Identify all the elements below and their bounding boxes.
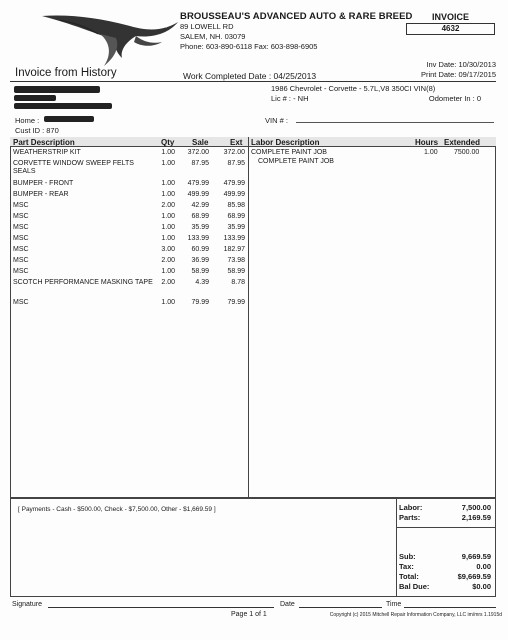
shop-city: SALEM, NH. 03079 <box>180 32 246 41</box>
labor-hours: 1.00 <box>424 149 438 156</box>
part-sale: 499.99 <box>187 191 209 198</box>
part-ext: 182.97 <box>223 246 245 253</box>
part-sale: 35.99 <box>191 224 209 231</box>
print-date: Print Date: 09/17/2015 <box>420 70 496 79</box>
subtotal-label: Sub: <box>399 552 416 561</box>
date-label: Date <box>280 601 295 608</box>
parts-total-label: Parts: <box>399 513 421 522</box>
part-ext: 35.99 <box>227 224 245 231</box>
invoice-number: 4632 <box>406 23 495 35</box>
part-sale: 42.99 <box>191 202 209 209</box>
balance-due-label: Bal Due: <box>399 582 430 591</box>
shop-address: 89 LOWELL RD <box>180 22 234 31</box>
col-ext: Ext <box>230 138 243 147</box>
part-description: MSC <box>13 268 29 275</box>
part-description: SCOTCH PERFORMANCE MASKING TAPE <box>13 279 153 286</box>
redacted-customer-name <box>14 86 100 93</box>
part-qty: 1.00 <box>161 180 175 187</box>
totals-divider <box>396 527 496 528</box>
dragon-logo <box>40 12 180 70</box>
part-ext: 79.99 <box>227 299 245 306</box>
tax: 0.00 <box>476 562 491 571</box>
part-qty: 1.00 <box>161 235 175 242</box>
part-qty: 1.00 <box>161 160 175 167</box>
odometer-in: Odometer In : 0 <box>428 94 481 103</box>
part-qty: 2.00 <box>161 202 175 209</box>
payments-summary: [ Payments - Cash - $500.00, Check - $7,500.00, Other - $1,669.59 ] <box>18 506 216 513</box>
date-line[interactable] <box>299 607 382 608</box>
invoice-label: INVOICE <box>432 12 470 22</box>
part-sale: 36.99 <box>191 257 209 264</box>
page-title: Invoice from History <box>15 67 117 79</box>
part-qty: 1.00 <box>161 268 175 275</box>
part-ext: 479.99 <box>223 180 245 187</box>
col-qty: Qty <box>161 138 175 147</box>
home-phone-label: Home : <box>15 116 40 125</box>
part-sale: 479.99 <box>187 180 209 187</box>
part-qty: 1.00 <box>161 213 175 220</box>
part-ext: 58.99 <box>227 268 245 275</box>
col-labor-description: Labor Description <box>251 138 320 147</box>
part-description: MSC <box>13 213 29 220</box>
time-line[interactable] <box>404 607 496 608</box>
part-qty: 1.00 <box>161 299 175 306</box>
signature-line[interactable] <box>48 607 274 608</box>
part-ext: 73.98 <box>227 257 245 264</box>
part-ext: 85.98 <box>227 202 245 209</box>
part-sale: 87.95 <box>191 160 209 167</box>
part-description: WEATHERSTRIP KIT <box>13 149 81 156</box>
part-description: BUMPER - REAR <box>13 191 69 198</box>
part-qty: 2.00 <box>161 257 175 264</box>
col-hours: Hours <box>415 138 439 147</box>
subtotal: 9,669.59 <box>461 552 491 561</box>
part-qty: 1.00 <box>161 149 175 156</box>
col-sale: Sale <box>192 138 209 147</box>
time-label: Time <box>386 601 402 608</box>
header-divider <box>10 81 496 82</box>
vin-underline <box>296 122 494 123</box>
part-qty: 1.00 <box>161 224 175 231</box>
part-ext: 8.78 <box>231 279 245 286</box>
part-sale: 4.39 <box>195 279 209 286</box>
part-description: MSC <box>13 202 29 209</box>
work-completed-date: Work Completed Date : 04/25/2013 <box>183 71 317 81</box>
part-ext: 133.99 <box>223 235 245 242</box>
part-sale: 58.99 <box>191 268 209 275</box>
part-qty: 1.00 <box>161 191 175 198</box>
part-sale: 68.99 <box>191 213 209 220</box>
tax-label: Tax: <box>399 562 414 571</box>
vin-label: VIN # : <box>265 116 288 125</box>
part-sale: 372.00 <box>187 149 209 156</box>
col-extended: Extended <box>444 138 481 147</box>
license-number: Lic # : - NH <box>271 94 309 103</box>
balance-due: $0.00 <box>472 582 491 591</box>
customer-id: Cust ID : 870 <box>15 126 59 135</box>
part-ext: 372.00 <box>223 149 245 156</box>
part-sale: 60.99 <box>191 246 209 253</box>
labor-extended: 7500.00 <box>454 149 480 156</box>
col-part-description: Part Description <box>13 138 75 147</box>
labor-total: 7,500.00 <box>461 503 491 512</box>
parts-total: 2,169.59 <box>461 513 491 522</box>
part-description: MSC <box>13 299 29 306</box>
part-description: BUMPER - FRONT <box>13 180 74 187</box>
part-ext: 87.95 <box>227 160 245 167</box>
part-description: CORVETTE WINDOW SWEEP FELTS SEALS <box>13 160 134 175</box>
grand-total: $9,669.59 <box>457 572 491 581</box>
part-ext: 499.99 <box>223 191 245 198</box>
redacted-customer-address <box>14 95 56 101</box>
vehicle-description: 1986 Chevrolet - Corvette - 5.7L,V8 350CI VIN(8) <box>271 84 436 93</box>
labor-title: COMPLETE PAINT JOB <box>251 149 327 156</box>
redacted-home-phone <box>44 116 94 122</box>
signature-label: Signature <box>12 601 42 608</box>
column-divider <box>248 137 249 498</box>
copyright: Copyright (c) 2015 Mitchell Repair Information Company, LLC im/mrs 1.1915d <box>329 612 502 618</box>
page-number: Page 1 of 1 <box>231 611 267 618</box>
inv-date: Inv Date: 10/30/2013 <box>426 60 496 69</box>
labor-detail: COMPLETE PAINT JOB <box>258 158 334 165</box>
part-qty: 3.00 <box>161 246 175 253</box>
shop-phone-fax: Phone: 603-890-6118 Fax: 603-898-6905 <box>180 42 318 51</box>
part-qty: 2.00 <box>161 279 175 286</box>
part-ext: 68.99 <box>227 213 245 220</box>
shop-name: BROUSSEAU'S ADVANCED AUTO & RARE BREED <box>180 11 413 22</box>
labor-total-label: Labor: <box>399 503 423 512</box>
part-description: MSC <box>13 257 29 264</box>
part-sale: 133.99 <box>187 235 209 242</box>
part-description: MSC <box>13 224 29 231</box>
grand-total-label: Total: <box>399 572 419 581</box>
redacted-customer-city <box>14 103 112 109</box>
part-sale: 79.99 <box>191 299 209 306</box>
part-description: MSC <box>13 235 29 242</box>
part-description: MSC <box>13 246 29 253</box>
